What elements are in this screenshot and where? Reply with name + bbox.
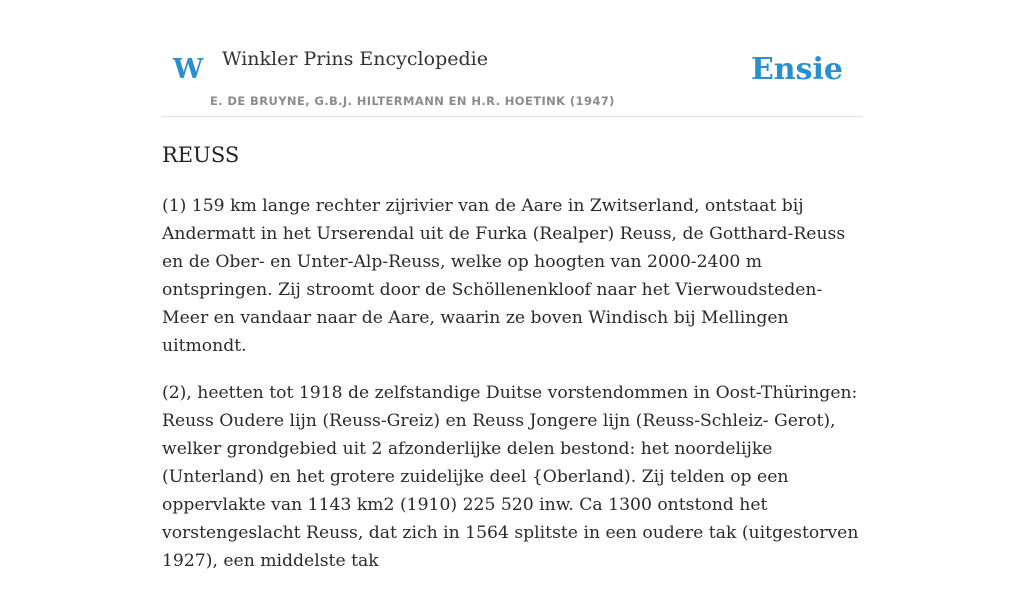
publication-authors: E. DE BRUYNE, G.B.J. HILTERMANN EN H.R. HOETINK (1947) [210, 94, 615, 108]
entry-paragraph: (2), heetten tot 1918 de zelfstandige Duitse vorstendommen in Oost-Thüringen: Reuss Oudere lijn (Reuss-Greiz) en Reuss Jongere lijn (Reuss-Schleiz- Gerot), welker grondgebied uit 2 afzonderlijke delen bestond: het noordelijke (Unterland) en het grotere zuidelijke deel {Oberland). Zij telden op een oppervlakte van 1143 km2 (1910) 225 520 inw. Ca 1300 ontstond het vorstengeslacht Reuss, dat zich in 1564 splitste in een oudere tak (uitgestorven 1927), een middelste tak [162, 383, 859, 571]
entry-body [162, 192, 862, 594]
page-container [162, 0, 862, 571]
entry-title: REUSS [162, 143, 240, 167]
brand-logo[interactable]: Ensie [750, 52, 843, 87]
site-header [162, 0, 862, 117]
entry-paragraph: (1) 159 km lange rechter zijrivier van de Aare in Zwitserland, ontstaat bij Andermatt in het Urserendal uit de Furka (Realper) Reuss, de Gotthard-Reuss en de Ober- en Unter-Alp-Reuss, welke op hoogten van 2000-2400 m ontspringen. Zij stroomt door de Schöllenenkloof naar het Vierwoudsteden-Meer en vandaar naar de Aare, waarin ze boven Windisch bij Mellingen uitmondt. [162, 196, 846, 356]
publication-logo[interactable]: W [173, 54, 204, 85]
publication-title[interactable]: Winkler Prins Encyclopedie [222, 48, 488, 70]
